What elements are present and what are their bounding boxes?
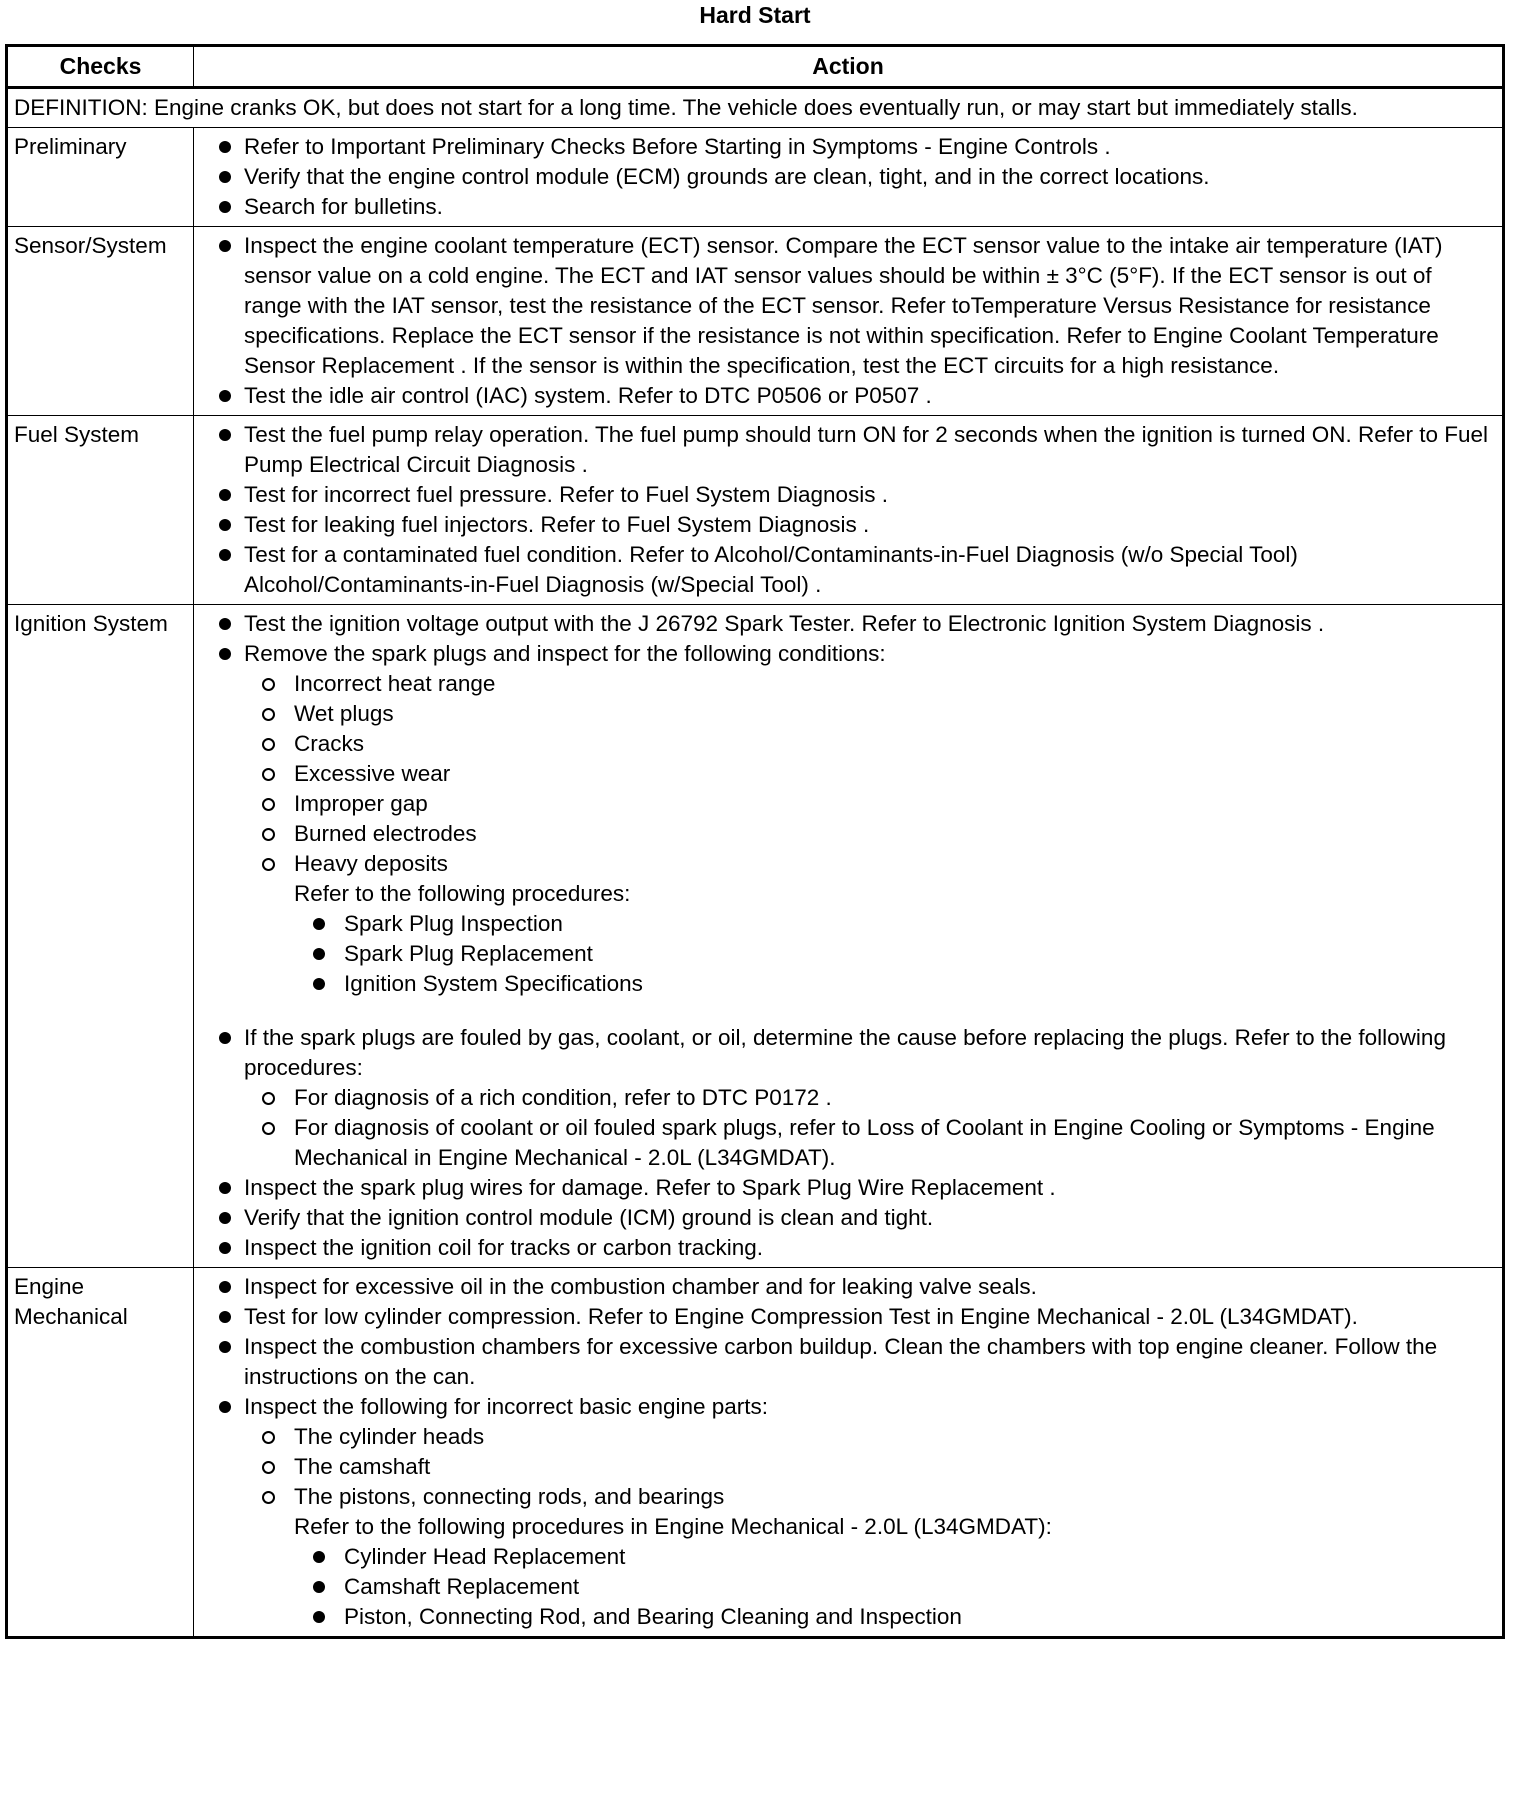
procedure-item: Cylinder Head Replacement: [294, 1542, 1495, 1572]
list-item: Verify that the engine control module (ECM) grounds are clean, tight, and in the correct locations.: [200, 162, 1495, 192]
check-label-sensor-system: Sensor/System: [7, 227, 194, 416]
list-item: [200, 1023, 1495, 1173]
list-item: Test the ignition voltage output with the J 26792 Spark Tester. Refer to Electronic Ignition System Diagnosis .: [200, 609, 1495, 639]
procedure-item: Camshaft Replacement: [294, 1572, 1495, 1602]
list-item: Inspect the combustion chambers for excessive carbon buildup. Clean the chambers with top engine cleaner. Follow the instructions on the can.: [200, 1332, 1495, 1392]
list-item: Test for low cylinder compression. Refer to Engine Compression Test in Engine Mechanical - 2.0L (L34GMDAT).: [200, 1302, 1495, 1332]
check-label-engine-mechanical: Engine Mechanical: [7, 1268, 194, 1638]
check-label-ignition-system: Ignition System: [7, 605, 194, 1268]
list-item: Inspect the spark plug wires for damage. Refer to Spark Plug Wire Replacement .: [200, 1173, 1495, 1203]
list-item: [200, 1392, 1495, 1632]
procedure-item: Spark Plug Replacement: [294, 939, 1495, 969]
definition-text: DEFINITION: Engine cranks OK, but does not start for a long time. The vehicle does eventually run, or may start but immediately stalls.: [7, 88, 1504, 128]
procedure-item: Piston, Connecting Rod, and Bearing Cleaning and Inspection: [294, 1602, 1495, 1632]
procedure-item: Ignition System Specifications: [294, 969, 1495, 999]
condition-item: Burned electrodes: [244, 819, 1495, 849]
header-row: [7, 46, 1504, 88]
condition-item: Cracks: [244, 729, 1495, 759]
page-title: Hard Start: [699, 2, 811, 28]
fouled-item: For diagnosis of coolant or oil fouled spark plugs, refer to Loss of Coolant in Engine Cooling or Symptoms - Engine Mechanical in Engine Mechanical - 2.0L (L34GMDAT).: [244, 1113, 1495, 1173]
condition-item: Wet plugs: [244, 699, 1495, 729]
list-item: Inspect the engine coolant temperature (ECT) sensor. Compare the ECT sensor value to the intake air temperature (IAT) sensor value on a cold engine. The ECT and IAT sensor values should be within ± 3°C (5°F). If the ECT sensor is out of range with the IAT sensor, test the resistance of the ECT sensor. Refer toTemperature Versus Resistance for resistance specifications. Replace the ECT sensor if the resistance is not within specification. Refer to Engine Coolant Temperature Sensor Replacement . If the sensor is within the specification, test the ECT circuits for a high resistance.: [200, 231, 1495, 381]
header-action: Action: [194, 46, 1504, 88]
part-item: The cylinder heads: [244, 1422, 1495, 1452]
check-label-fuel-system: Fuel System: [7, 416, 194, 605]
procedure-item: Spark Plug Inspection: [294, 909, 1495, 939]
fouled-item: For diagnosis of a rich condition, refer to DTC P0172 .: [244, 1083, 1495, 1113]
condition-item: [244, 849, 1495, 1023]
spacer: [294, 999, 1495, 1023]
diagnostic-table: [5, 44, 1505, 1639]
condition-text: Heavy deposits: [294, 851, 448, 876]
list-item: [200, 639, 1495, 1023]
action-cell-preliminary: [194, 128, 1504, 227]
table-row-preliminary: [7, 128, 1504, 227]
condition-item: Improper gap: [244, 789, 1495, 819]
action-cell-engine-mechanical: [194, 1268, 1504, 1638]
part-item: The camshaft: [244, 1452, 1495, 1482]
action-cell-sensor-system: [194, 227, 1504, 416]
table-row-fuel-system: [7, 416, 1504, 605]
table-row-ignition-system: [7, 605, 1504, 1268]
list-item-text: Remove the spark plugs and inspect for the following conditions:: [244, 641, 886, 666]
header-checks: Checks: [7, 46, 194, 88]
list-item: Test the idle air control (IAC) system. Refer to DTC P0506 or P0507 .: [200, 381, 1495, 411]
list-item: Test the fuel pump relay operation. The fuel pump should turn ON for 2 seconds when the ignition is turned ON. Refer to Fuel Pump Electrical Circuit Diagnosis .: [200, 420, 1495, 480]
condition-item: Incorrect heat range: [244, 669, 1495, 699]
list-item: Verify that the ignition control module (ICM) ground is clean and tight.: [200, 1203, 1495, 1233]
list-item: Test for incorrect fuel pressure. Refer to Fuel System Diagnosis .: [200, 480, 1495, 510]
list-item: Test for leaking fuel injectors. Refer to Fuel System Diagnosis .: [200, 510, 1495, 540]
action-cell-ignition-system: [194, 605, 1504, 1268]
list-item-text: If the spark plugs are fouled by gas, coolant, or oil, determine the cause before replacing the plugs. Refer to the following procedures:: [244, 1025, 1446, 1080]
list-item-text: Inspect the following for incorrect basic engine parts:: [244, 1394, 769, 1419]
definition-row: [7, 88, 1504, 128]
list-item: Inspect for excessive oil in the combustion chamber and for leaking valve seals.: [200, 1272, 1495, 1302]
check-label-preliminary: Preliminary: [7, 128, 194, 227]
table-row-engine-mechanical: [7, 1268, 1504, 1638]
part-item: [244, 1482, 1495, 1632]
refer-note: Refer to the following procedures:: [294, 881, 631, 906]
list-item: Inspect the ignition coil for tracks or carbon tracking.: [200, 1233, 1495, 1263]
list-item: Search for bulletins.: [200, 192, 1495, 222]
action-cell-fuel-system: [194, 416, 1504, 605]
part-text: The pistons, connecting rods, and bearings: [294, 1484, 725, 1509]
condition-item: Excessive wear: [244, 759, 1495, 789]
list-item: Test for a contaminated fuel condition. Refer to Alcohol/Contaminants-in-Fuel Diagnosis (w/o Special Tool) Alcohol/Contaminants-in-Fuel Diagnosis (w/Special Tool) .: [200, 540, 1495, 600]
table-row-sensor-system: [7, 227, 1504, 416]
refer-note: Refer to the following procedures in Engine Mechanical - 2.0L (L34GMDAT):: [294, 1514, 1052, 1539]
list-item: Refer to Important Preliminary Checks Before Starting in Symptoms - Engine Controls .: [200, 132, 1495, 162]
